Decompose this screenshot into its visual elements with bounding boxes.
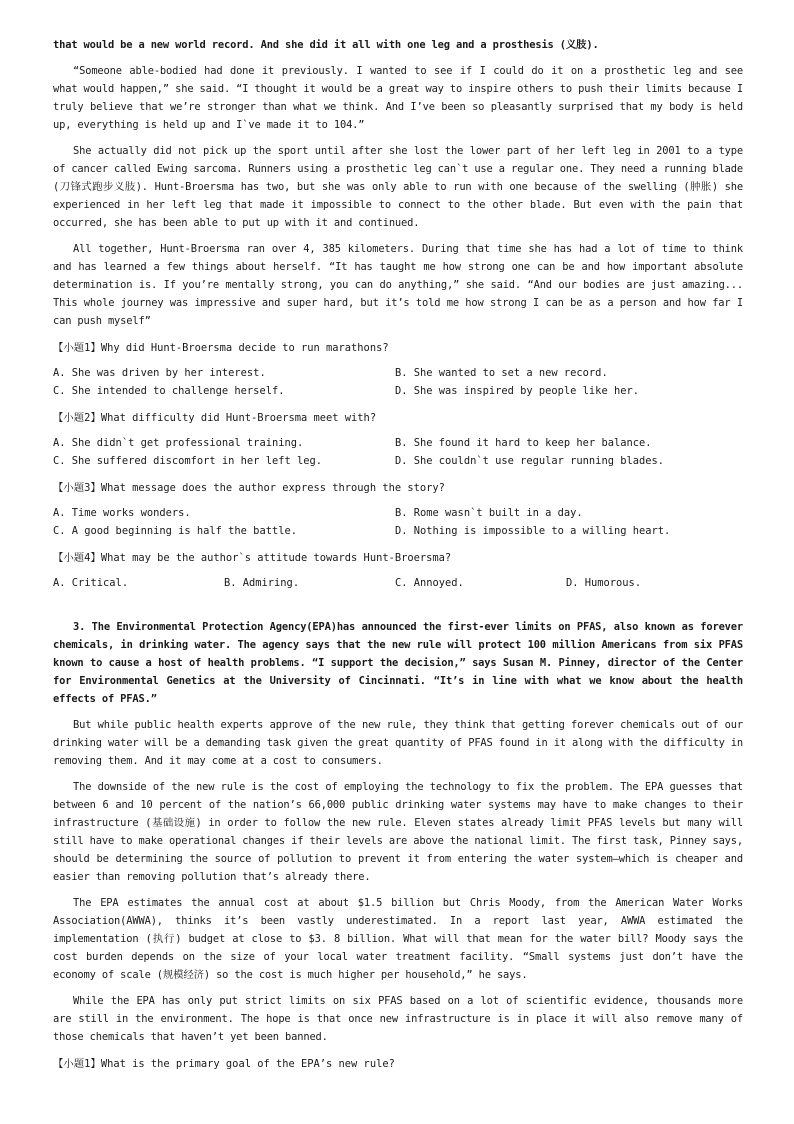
options xyxy=(53,504,743,540)
question-stem: 【小题3】What message does the author express through the story? xyxy=(53,482,445,494)
question-stem: 【小题1】Why did Hunt-Broersma decide to run marathons? xyxy=(53,342,389,354)
options xyxy=(53,434,743,470)
option-a[interactable]: A. She was driven by her interest. xyxy=(53,367,266,379)
passage2-paragraph: All together, Hunt-Broersma ran over 4, 385 kilometers. During that time she has had a lot of time to think and has learned a few things about herself. “It has taught me how strong one can be and how important absolute determination is. If you’re mentally strong, you can do anything,” she said. “And our bodies are just amazing... This whole journey was impressive and super hard, but it’s told me how strong I can be as a person and how far I can push myself” xyxy=(53,243,743,327)
option-a[interactable]: A. She didn`t get professional training. xyxy=(53,437,304,449)
section-gap xyxy=(53,592,743,618)
option-d[interactable]: D. Nothing is impossible to a willing heart. xyxy=(395,525,671,537)
passage2-paragraph: “Someone able-bodied had done it previously. I wanted to see if I could do it on a prosthetic leg and see what would happen,” she said. “I thought it would be a great way to inspire others to push their limits because I truly believe that we’re stronger than what we think. And I’ve been so pleasantly surprised that my body is held up, everything is held up and I`ve made it to 104.” xyxy=(53,65,743,131)
option-b[interactable]: B. She found it hard to keep her balance. xyxy=(395,437,652,449)
passage3-intro-paragraph: 3. The Environmental Protection Agency(EPA)has announced the first-ever limits on PFAS, also known as forever chemicals, in drinking water. The agency says that the new rule will protect 100 million Americans from six PFAS known to cause a host of health problems. “I support the decision,” says Susan M. Pinney, director of the Center for Environmental Genetics at the University of Cincinnati. “It’s in line with what we know about the health effects of PFAS.” xyxy=(53,621,743,705)
option-a[interactable]: A. Critical. xyxy=(53,577,129,589)
exam-page xyxy=(53,36,743,1073)
passage2-intro-line: that would be a new world record. And she did it all with one leg and a prosthesis (义肢). xyxy=(53,39,599,51)
option-c[interactable]: C. A good beginning is half the battle. xyxy=(53,525,297,537)
option-c[interactable]: C. Annoyed. xyxy=(395,577,464,589)
option-b[interactable]: B. She wanted to set a new record. xyxy=(395,367,608,379)
option-a[interactable]: A. Time works wonders. xyxy=(53,507,191,519)
question-block xyxy=(53,549,743,592)
option-d[interactable]: D. Humorous. xyxy=(566,577,642,589)
passage2-paragraph: She actually did not pick up the sport until after she lost the lower part of her left leg in 2001 to a type of cancer called Ewing sarcoma. Runners using a prosthetic leg can`t use a regular one. They need a running blade (刀锋式跑步义肢). Hunt-Broersma has two, but she was only able to run with one because of the swelling (肿胀) she experienced in her left leg that made it impossible to connect to the other blade. But even with the pain that occurred, she has been able to put up with it and continued. xyxy=(53,145,743,229)
options xyxy=(53,364,743,400)
option-c[interactable]: C. She intended to challenge herself. xyxy=(53,385,285,397)
options xyxy=(53,574,743,592)
question-stem: 【小题4】What may be the author`s attitude towards Hunt-Broersma? xyxy=(53,552,452,564)
option-b[interactable]: B. Admiring. xyxy=(224,577,300,589)
passage3-paragraph: The EPA estimates the annual cost at about $1.5 billion but Chris Moody, from the American Water Works Association(AWWA), thinks it’s been vastly underestimated. In a report last year, AWWA estimated the implementation (执行) budget at close to $3. 8 billion. What will that mean for the water bill? Moody says the cost burden depends on the size of your local water treatment facility. “Small systems just don’t have the economy of scale (规模经济) so the cost is much higher per household,” he says. xyxy=(53,897,743,981)
option-b[interactable]: B. Rome wasn`t built in a day. xyxy=(395,507,583,519)
passage3-paragraph: The downside of the new rule is the cost of employing the technology to fix the problem. The EPA guesses that between 6 and 10 percent of the nation’s 66,000 public drinking water systems may have to make changes to their infrastructure (基础设施) in order to follow the new rule. Eleven states already limit PFAS levels but many will still have to make operational changes if their levels are above the national limit. The first task, Pinney says, should be determining the source of pollution to prevent it from entering the water system—which is cheaper and easier than removing pollution that’s already there. xyxy=(53,781,743,883)
question-stem: 【小题2】What difficulty did Hunt-Broersma meet with? xyxy=(53,412,377,424)
passage3-paragraph: While the EPA has only put strict limits on six PFAS based on a lot of scientific evidence, thousands more are still in the environment. The hope is that once new infrastructure is in place it will also remove many of those chemicals that haven’t yet been banned. xyxy=(53,995,743,1043)
option-d[interactable]: D. She was inspired by people like her. xyxy=(395,385,639,397)
question-block xyxy=(53,339,743,400)
passage3-paragraph: But while public health experts approve of the new rule, they think that getting forever chemicals out of our drinking water will be a demanding task given the great quantity of PFAS found in it along with the difficulty in removing them. And it may come at a cost to consumers. xyxy=(53,719,743,767)
question-block xyxy=(53,409,743,470)
option-c[interactable]: C. She suffered discomfort in her left leg. xyxy=(53,455,322,467)
question-stem: 【小题1】What is the primary goal of the EPA’s new rule? xyxy=(53,1058,395,1070)
option-d[interactable]: D. She couldn`t use regular running blades. xyxy=(395,455,664,467)
question-block xyxy=(53,479,743,540)
